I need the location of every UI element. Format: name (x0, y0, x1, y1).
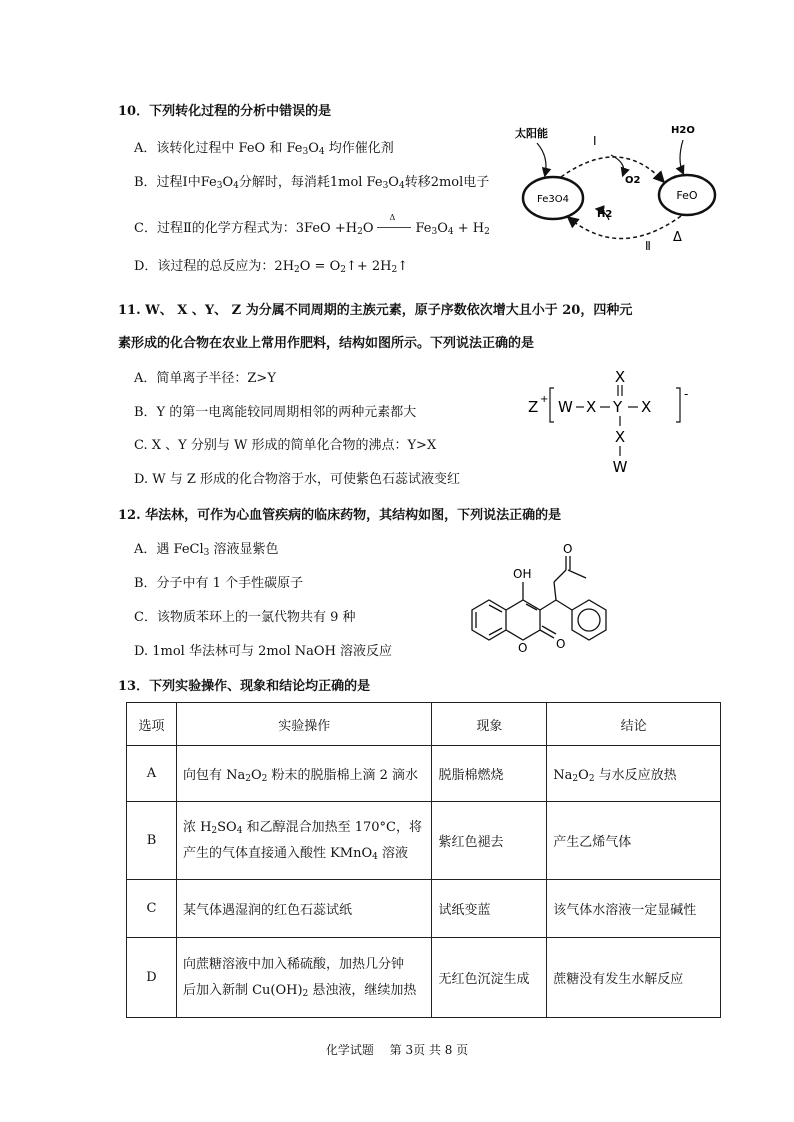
heat-symbol: Δ (673, 230, 682, 245)
hydroxyl-label: OH (513, 567, 532, 581)
table-row (127, 938, 721, 1018)
left-bracket (550, 388, 554, 422)
table-row (127, 746, 721, 802)
q11-option-b: B．Y 的第一电离能较同周期相邻的两种元素都大 (134, 405, 417, 420)
q12-stem: 12. 华法林，可作为心血管疾病的临床药物，其结构如图，下列说法正确的是 (118, 508, 562, 523)
row-c-option: C (127, 880, 177, 938)
sun-energy-arrow (537, 143, 546, 175)
h2o-label: H2O (671, 125, 695, 136)
solar-energy-label: 太阳能 (515, 127, 548, 140)
water-input-arrow (680, 140, 683, 173)
q10-option-b: B．过程Ⅰ中$Fe_3O_4$分解时，每消耗1mol $Fe_3O_4$转移2mol电子 (134, 175, 490, 191)
carbonyl-oxygen-label: O (556, 637, 566, 651)
row-a-conclusion: $Na_2O_2$ 与水反应放热 (547, 746, 721, 802)
q11-stem-line1: 11. W、 X 、Y、 Z 为分属不同周期的主族元素，原子序数依次增大且小于 20，四种元 (118, 303, 633, 318)
o2-label: O2 (625, 175, 641, 186)
step-2-label: Ⅱ (645, 239, 651, 253)
table-row (127, 802, 721, 880)
warfarin-structure (460, 540, 650, 665)
row-b-operation: 浓 $H_2SO_4$ 和乙醇混合加热至 170°C，将 产生的气体直接通入酸性 KMnO$_4$ 溶液 (176, 802, 432, 880)
q10-option-a: A．该转化过程中 FeO 和 $Fe_3O_4$ 均作催化剂 (134, 141, 394, 157)
feo-label: FeO (676, 189, 698, 202)
ketone-oxygen-label: O (563, 542, 573, 556)
row-a-option: A (127, 746, 177, 802)
table-header-row (127, 703, 721, 746)
atom-x-left: X (586, 398, 597, 416)
row-c-phenomenon: 试纸变蓝 (432, 880, 547, 938)
ring-oxygen-label: O (518, 641, 528, 655)
row-b-option: B (127, 802, 177, 880)
header-option: 选项 (127, 703, 177, 746)
q10-option-d: D．该过程的总反应为：$2H_2O$ = $O_2↑+$ $2H_2↑$ (134, 259, 409, 275)
q12-option-a: A．遇 FeCl$_3$ 溶液显紫色 (134, 542, 279, 558)
minus-charge: - (684, 387, 689, 401)
process-2-arrow (569, 216, 681, 239)
step-1-label: I (593, 134, 597, 148)
q11-option-d: D. W 与 Z 形成的化合物溶于水，可使紫色石蕊试液变红 (134, 472, 461, 487)
q11-option-c: C. X 、Y 分别与 W 形成的简单化合物的沸点：Y>X (134, 438, 437, 453)
row-c-conclusion: 该气体水溶液一定显碱性 (547, 880, 721, 938)
header-phenomenon: 现象 (432, 703, 547, 746)
q11-option-a: A．简单离子半径：Z>Y (134, 371, 276, 386)
header-conclusion: 结论 (547, 703, 721, 746)
q10-option-c: C．过程Ⅱ的化学方程式为：$3FeO +H_2O$ Δ $Fe_3O_4 + H_2$ (134, 213, 490, 237)
row-d-conclusion: 蔗糖没有发生水解反应 (547, 938, 721, 1018)
atom-w-bottom: W (612, 458, 628, 475)
row-b-phenomenon: 紫红色褪去 (432, 802, 547, 880)
footer-page-number: 第 3页 共 8 页 (389, 1043, 469, 1057)
row-d-operation: 向蔗糖溶液中加入稀硫酸，加热几分钟 后加入新制 $Cu(OH)_2$ 悬浊液，继续加热 (176, 938, 432, 1018)
atom-x-bottom: X (614, 428, 626, 446)
z-cation: Z (528, 398, 539, 416)
row-d-option: D (127, 938, 177, 1018)
process-1-arrow (561, 157, 663, 181)
row-a-phenomenon: 脱脂棉燃烧 (432, 746, 547, 802)
q11-stem-line2: 素形成的化合物在农业上常用作肥料，结构如图所示。下列说法正确的是 (118, 336, 535, 351)
experiment-table (126, 702, 721, 1018)
atom-x-right: X (641, 398, 652, 416)
row-a-operation: 向包有 $Na_2O_2$ 粉末的脱脂棉上滴 2 滴水 (176, 746, 432, 802)
row-c-operation: 某气体遇湿润的红色石蕊试纸 (176, 880, 432, 938)
q12-option-b: B．分子中有 1 个手性碳原子 (134, 576, 304, 591)
row-d-phenomenon: 无红色沉淀生成 (432, 938, 547, 1018)
q10-stem: 10．下列转化过程的分析中错误的是 (118, 104, 332, 119)
q13-stem: 13．下列实验操作、现象和结论均正确的是 (118, 679, 371, 694)
heat-arrow: Δ (377, 218, 411, 232)
row-b-conclusion: 产生乙烯气体 (547, 802, 721, 880)
atom-x-top: X (614, 368, 626, 386)
q12-option-d: D. 1mol 华法林可与 2mol NaOH 溶液反应 (134, 644, 393, 659)
table-row (127, 880, 721, 938)
page-footer (0, 1041, 794, 1058)
atom-y-center: Y (613, 398, 623, 416)
iron-oxide-cycle-diagram (505, 115, 735, 260)
footer-subject: 化学试题 (325, 1043, 374, 1057)
q11-structure-diagram (520, 360, 700, 475)
fe3o4-label: Fe3O4 (537, 194, 569, 205)
q12-option-c: C．该物质苯环上的一氯代物共有 9 种 (134, 610, 356, 625)
plus-charge: + (540, 394, 549, 405)
header-operation: 实验操作 (176, 703, 432, 746)
atom-w-left: W (558, 398, 573, 416)
right-bracket (676, 388, 680, 422)
h2-label: H2 (597, 209, 613, 220)
